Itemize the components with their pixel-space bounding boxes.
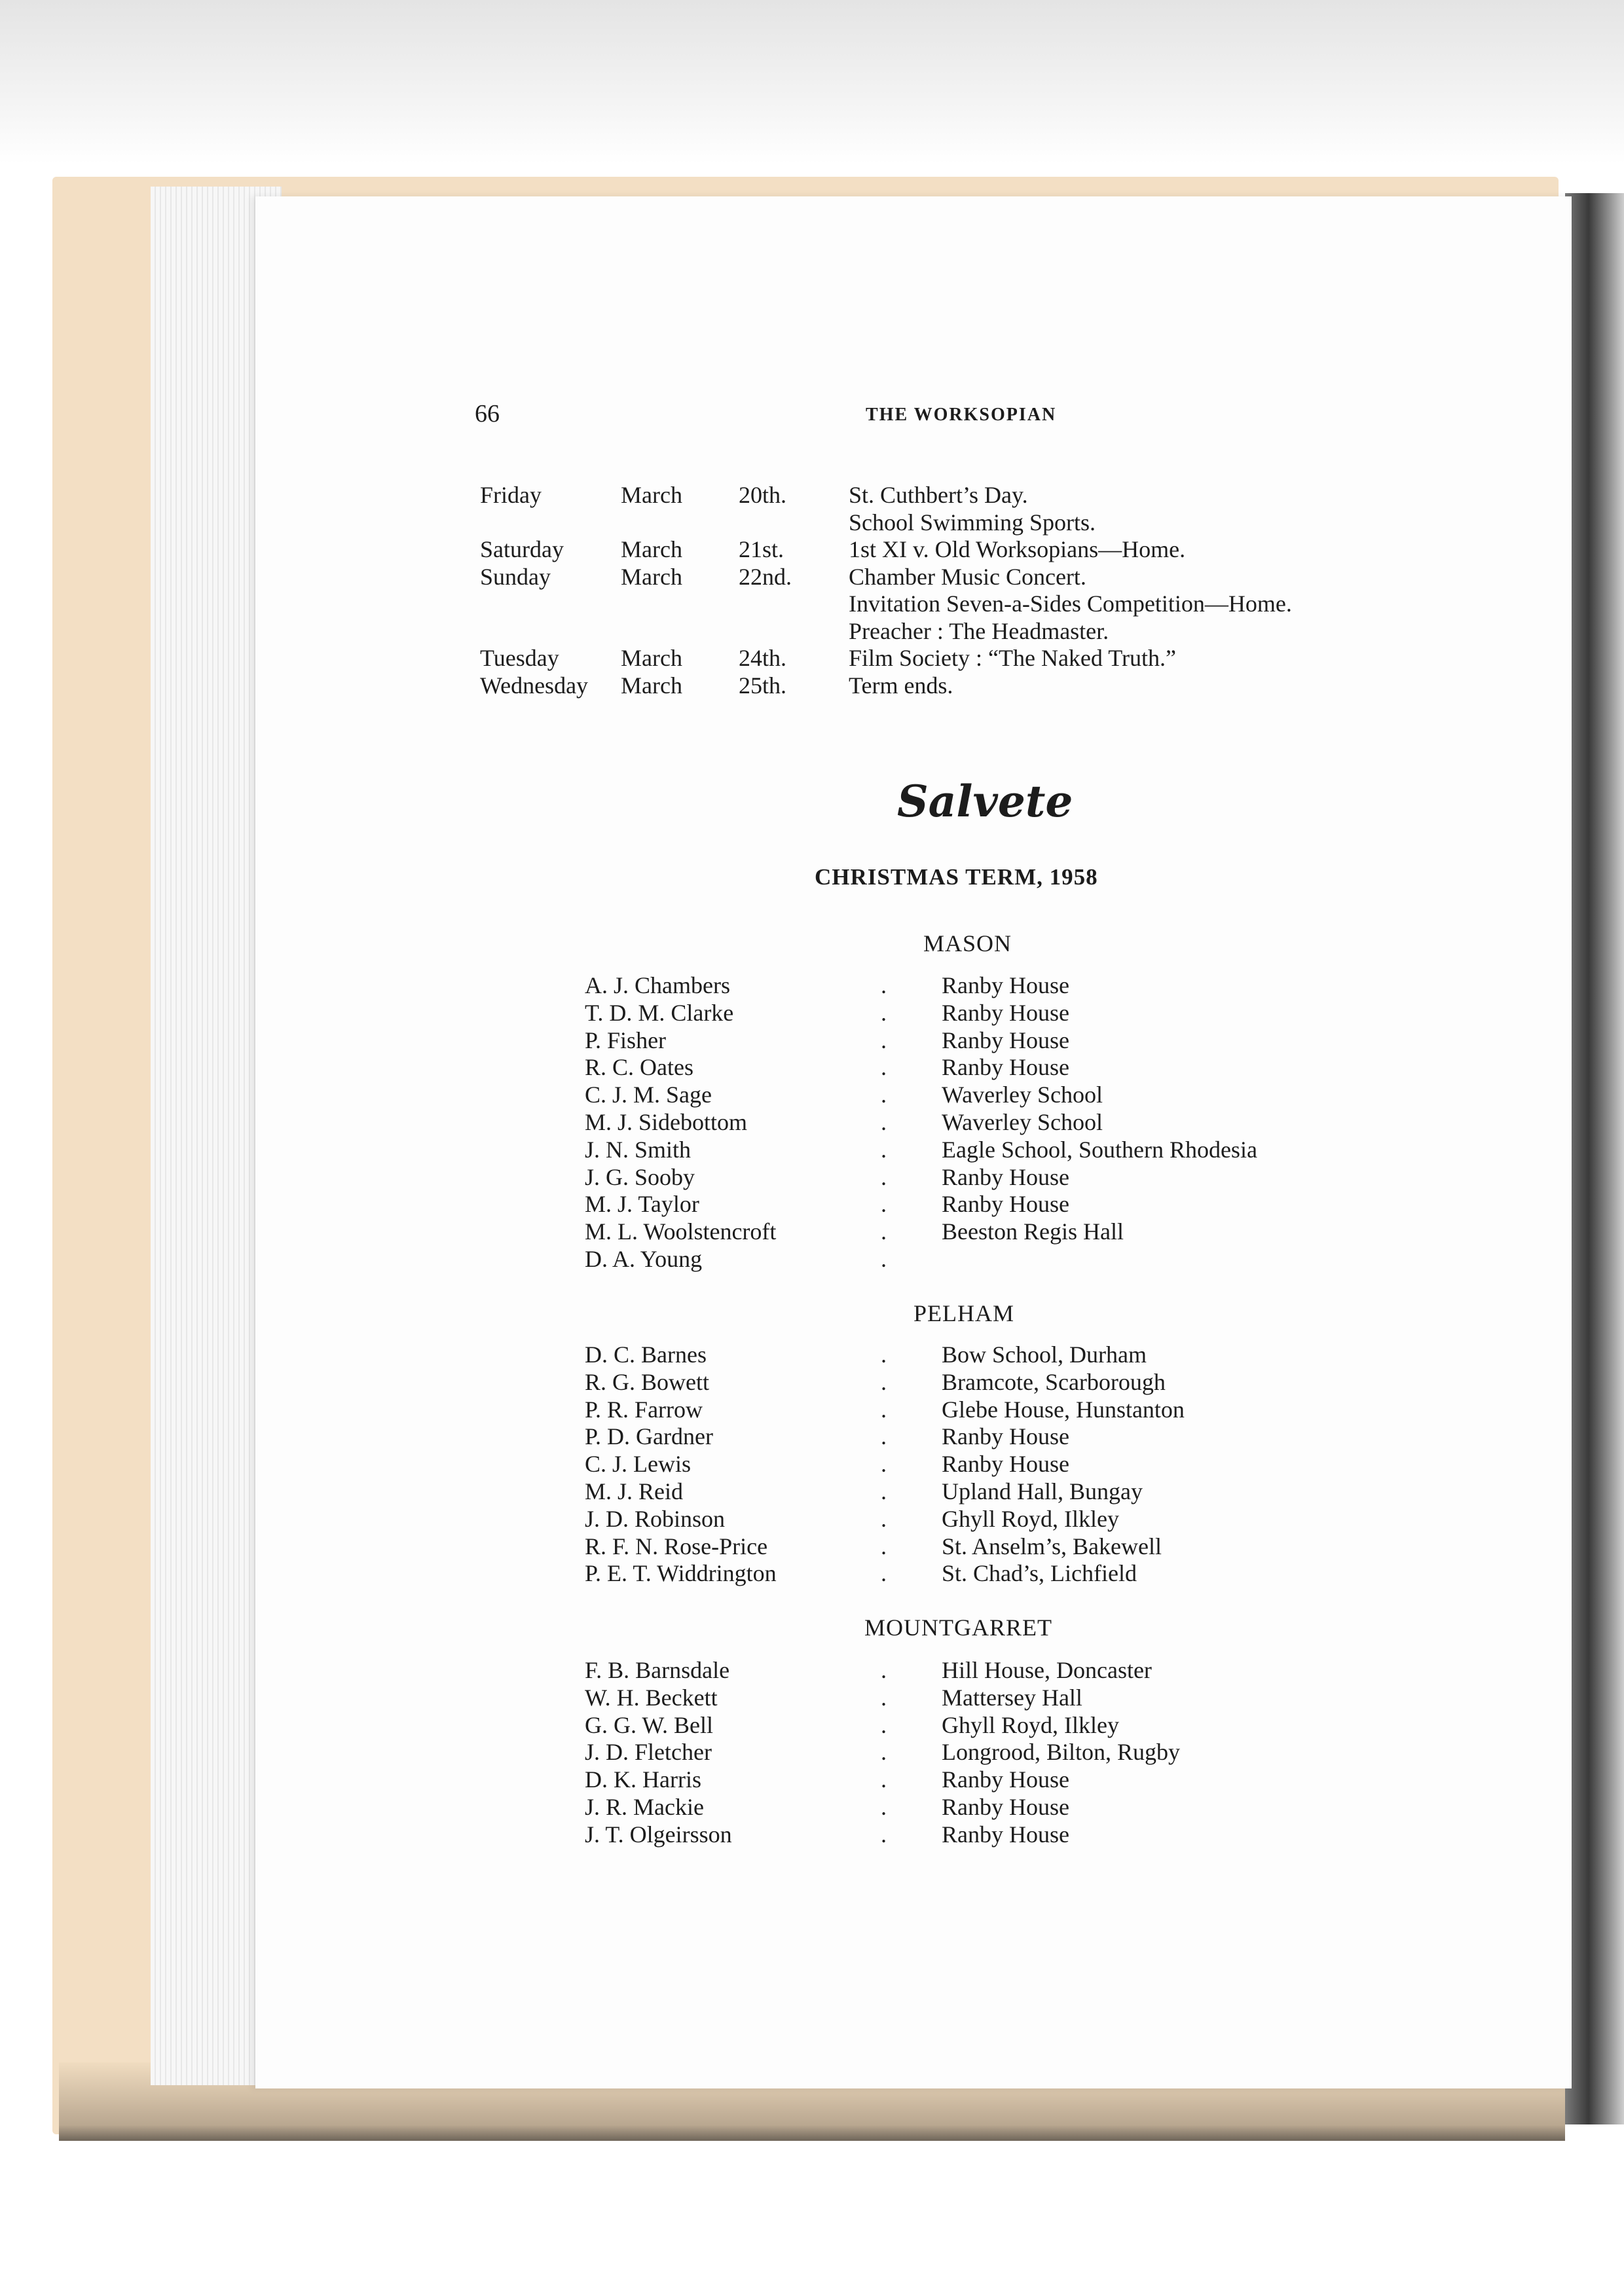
previous-school: Upland Hall, Bungay	[942, 1478, 1143, 1504]
calendar-month: March	[621, 672, 682, 699]
previous-school: Ranby House	[942, 1163, 1069, 1190]
calendar-month: March	[621, 482, 682, 508]
pupil-name: P. E. T. Widdrington	[585, 1560, 777, 1587]
pupil-name: P. Fisher	[585, 1027, 667, 1053]
house-heading-mountgarret: MOUNTGARRET	[864, 1614, 1052, 1641]
pupil-name: W. H. Beckett	[585, 1684, 718, 1711]
scanner-background	[0, 0, 1624, 164]
previous-school: Eagle School, Southern Rhodesia	[942, 1136, 1257, 1163]
pupil-name: T. D. M. Clarke	[585, 999, 734, 1026]
section-title: Salvete	[897, 776, 1073, 827]
page-number: 66	[475, 400, 500, 428]
house-heading-pelham: PELHAM	[913, 1300, 1015, 1326]
pupil-name: J. D. Robinson	[585, 1505, 726, 1532]
pupil-name: M. L. Woolstencroft	[585, 1218, 777, 1245]
pupil-name: D. K. Harris	[585, 1766, 701, 1793]
pupil-name: C. J. Lewis	[585, 1451, 691, 1478]
pupil-name: J. R. Mackie	[585, 1793, 704, 1820]
calendar-event: Film Society : “The Naked Truth.”	[849, 645, 1176, 671]
previous-school: Ranby House	[942, 1027, 1069, 1053]
calendar-month: March	[621, 536, 682, 562]
previous-school: Longrood, Bilton, Rugby	[942, 1739, 1181, 1766]
book-gutter	[1565, 193, 1624, 2124]
previous-school: Ranby House	[942, 1451, 1069, 1478]
previous-school: Mattersey Hall	[942, 1684, 1082, 1711]
pupil-name: D. A. Young	[585, 1245, 703, 1272]
previous-school: Ranby House	[942, 1054, 1069, 1081]
pupil-name: M. J. Reid	[585, 1478, 684, 1504]
pupil-name: P. R. Farrow	[585, 1396, 703, 1423]
calendar-event: Term ends.	[849, 672, 953, 699]
pupil-name: M. J. Taylor	[585, 1191, 699, 1218]
pupil-name: R. C. Oates	[585, 1054, 693, 1081]
previous-school: Ranby House	[942, 1821, 1069, 1848]
previous-school: Ranby House	[942, 1793, 1069, 1820]
calendar-date: 25th.	[739, 672, 787, 699]
calendar-event: Invitation Seven-a-Sides Competition—Home.	[849, 591, 1292, 617]
previous-school: St. Anselm’s, Bakewell	[942, 1533, 1162, 1559]
calendar-event: Chamber Music Concert.	[849, 563, 1086, 590]
calendar-date: 24th.	[739, 645, 787, 671]
pupil-name: G. G. W. Bell	[585, 1711, 714, 1738]
previous-school: Ghyll Royd, Ilkley	[942, 1711, 1119, 1738]
pupil-name: M. J. Sidebottom	[585, 1108, 748, 1135]
pupil-name: J. G. Sooby	[585, 1163, 695, 1190]
previous-school: Bramcote, Scarborough	[942, 1368, 1166, 1395]
term-heading: CHRISTMAS TERM, 1958	[815, 864, 1098, 890]
pupil-name: P. D. Gardner	[585, 1423, 713, 1450]
pupil-name: R. F. N. Rose-Price	[585, 1533, 768, 1559]
previous-school: Ranby House	[942, 1191, 1069, 1218]
calendar-event: 1st XI v. Old Worksopians—Home.	[849, 536, 1186, 562]
calendar-day: Saturday	[480, 536, 564, 562]
pupil-name: C. J. M. Sage	[585, 1082, 712, 1108]
pupil-name: J. N. Smith	[585, 1136, 692, 1163]
calendar-day: Wednesday	[480, 672, 589, 699]
calendar-event: Preacher : The Headmaster.	[849, 617, 1109, 644]
previous-school: Hill House, Doncaster	[942, 1657, 1152, 1683]
calendar-date: 20th.	[739, 482, 787, 508]
previous-school: St. Chad’s, Lichfield	[942, 1560, 1137, 1587]
previous-school: Bow School, Durham	[942, 1341, 1147, 1368]
calendar-day: Tuesday	[480, 645, 559, 671]
pupil-name: D. C. Barnes	[585, 1341, 707, 1368]
calendar-month: March	[621, 645, 682, 671]
pupil-name: J. T. Olgeirsson	[585, 1821, 732, 1848]
pupil-name: A. J. Chambers	[585, 972, 730, 998]
running-head: THE WORKSOPIAN	[866, 405, 1057, 425]
calendar-date: 22nd.	[739, 563, 792, 590]
previous-school: Ranby House	[942, 972, 1069, 998]
previous-school: Beeston Regis Hall	[942, 1218, 1124, 1245]
previous-school: Waverley School	[942, 1108, 1103, 1135]
calendar-day: Friday	[480, 482, 542, 508]
pupil-name: J. D. Fletcher	[585, 1739, 712, 1766]
book-page	[255, 196, 1572, 2088]
previous-school: Ranby House	[942, 1766, 1069, 1793]
calendar-day: Sunday	[480, 563, 551, 590]
house-heading-mason: MASON	[923, 930, 1012, 957]
calendar-event: St. Cuthbert’s Day.	[849, 482, 1028, 508]
previous-school: Glebe House, Hunstanton	[942, 1396, 1185, 1423]
calendar-date: 21st.	[739, 536, 784, 562]
pupil-name: R. G. Bowett	[585, 1368, 710, 1395]
calendar-event: School Swimming Sports.	[849, 509, 1096, 536]
previous-school: Waverley School	[942, 1082, 1103, 1108]
pupil-name: F. B. Barnsdale	[585, 1657, 730, 1683]
calendar-month: March	[621, 563, 682, 590]
previous-school: Ranby House	[942, 1423, 1069, 1450]
previous-school: Ghyll Royd, Ilkley	[942, 1505, 1119, 1532]
previous-school: Ranby House	[942, 999, 1069, 1026]
